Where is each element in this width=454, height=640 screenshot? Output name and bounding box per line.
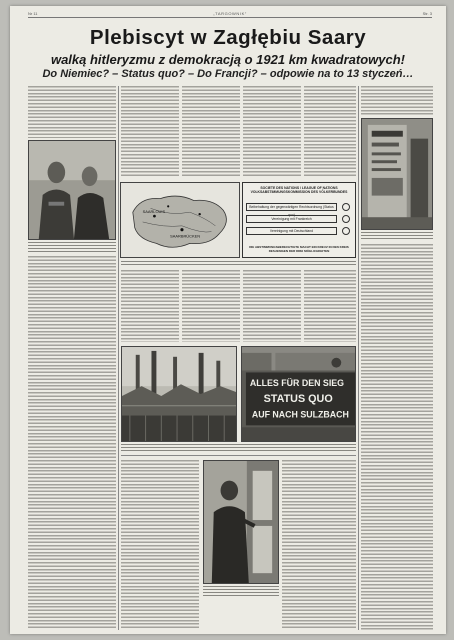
photo-two-men: [28, 140, 116, 240]
column-5-text-top: [304, 86, 356, 178]
saar-territory-map: [120, 182, 240, 258]
photo-voter-caption: [203, 586, 279, 596]
ballot-option-germany: Vereinigung mit Deutschland: [246, 227, 337, 235]
ballot-option-status-quo: Beibehaltung der gegenwärtigen Rechtsordnung (Status quo): [246, 203, 337, 211]
article-headline: Plebiscyt w Zagłębiu Saary: [89, 26, 367, 49]
column-2-text-bottom: [121, 460, 199, 630]
column-4-text-mid: [243, 270, 301, 342]
photo-street-poster: [361, 118, 433, 230]
column-rule-2: [358, 86, 359, 630]
map-label-saarlouis: SAARLOUIS: [142, 209, 166, 215]
ballot-circle-france: [342, 215, 350, 223]
column-3-text-mid: [182, 270, 240, 342]
newspaper-name: „TARGOWNIK”: [213, 11, 247, 16]
column-4-text-top: [243, 86, 301, 178]
article-deck: Do Niemiec? – Status quo? – Do Francji? – odpowie na to 13 styczeń…: [42, 68, 414, 80]
column-5-text-mid: [304, 270, 356, 342]
photos-bottom-rule: [121, 455, 356, 456]
ballot-header: SOCIETE DES NATIONS / LEAGUE OF NATIONS VOLKSABSTIMMUNGSKOMMISSION DES VÖLKERBUNDES: [250, 186, 348, 195]
photos-caption: [121, 444, 356, 452]
column-4-text-bottom: [282, 460, 356, 630]
photo-propaganda-banner: [241, 346, 356, 442]
column-1-intro-text: [28, 86, 116, 138]
ballot-circle-germany: [342, 227, 350, 235]
banner-line-2: STATUS QUO: [263, 392, 333, 405]
ballot-circle-status-quo: [342, 203, 350, 211]
banner-line-3: AUF NACH SULZBACH: [251, 409, 349, 420]
column-rule-1: [118, 86, 119, 630]
page-issue-number: Nr 11: [28, 11, 38, 16]
column-2-text-top: [121, 86, 179, 178]
column-2-text-mid: [121, 270, 179, 342]
photo-voter-at-door: [203, 460, 279, 584]
banner-line-1: ALLES FÜR DEN SIEG: [249, 378, 345, 389]
photo-two-men-caption: [28, 242, 116, 254]
ballot-option-france: Vereinigung mit Frankreich: [246, 215, 337, 223]
ballot-footer: DIE ABSTIMMUNGSBERECHTIGTE MACHT EIN KREUZ IN DEN KREIS DESJENIGEN DER DREI MÖGLICHKEITEN: [249, 245, 349, 254]
column-6-text-bottom: [361, 244, 433, 630]
plebiscite-ballot-card: [242, 182, 356, 258]
article-subheadline: walką hitleryzmu z demokracją o 1921 km kwadratowych!: [50, 52, 406, 67]
newspaper-page: [10, 6, 446, 634]
photo-street-poster-caption: [361, 232, 433, 240]
column-3-text-top: [182, 86, 240, 178]
column-6-text-top: [361, 86, 433, 116]
page-number: Str. 3: [422, 11, 432, 16]
photo-industrial-plant: [121, 346, 237, 442]
map-ballot-caption: [121, 261, 356, 267]
map-label-saarbruecken: SAARBRÜCKEN: [170, 233, 201, 239]
column-1-text-block: [28, 256, 116, 630]
running-head: [28, 10, 432, 18]
